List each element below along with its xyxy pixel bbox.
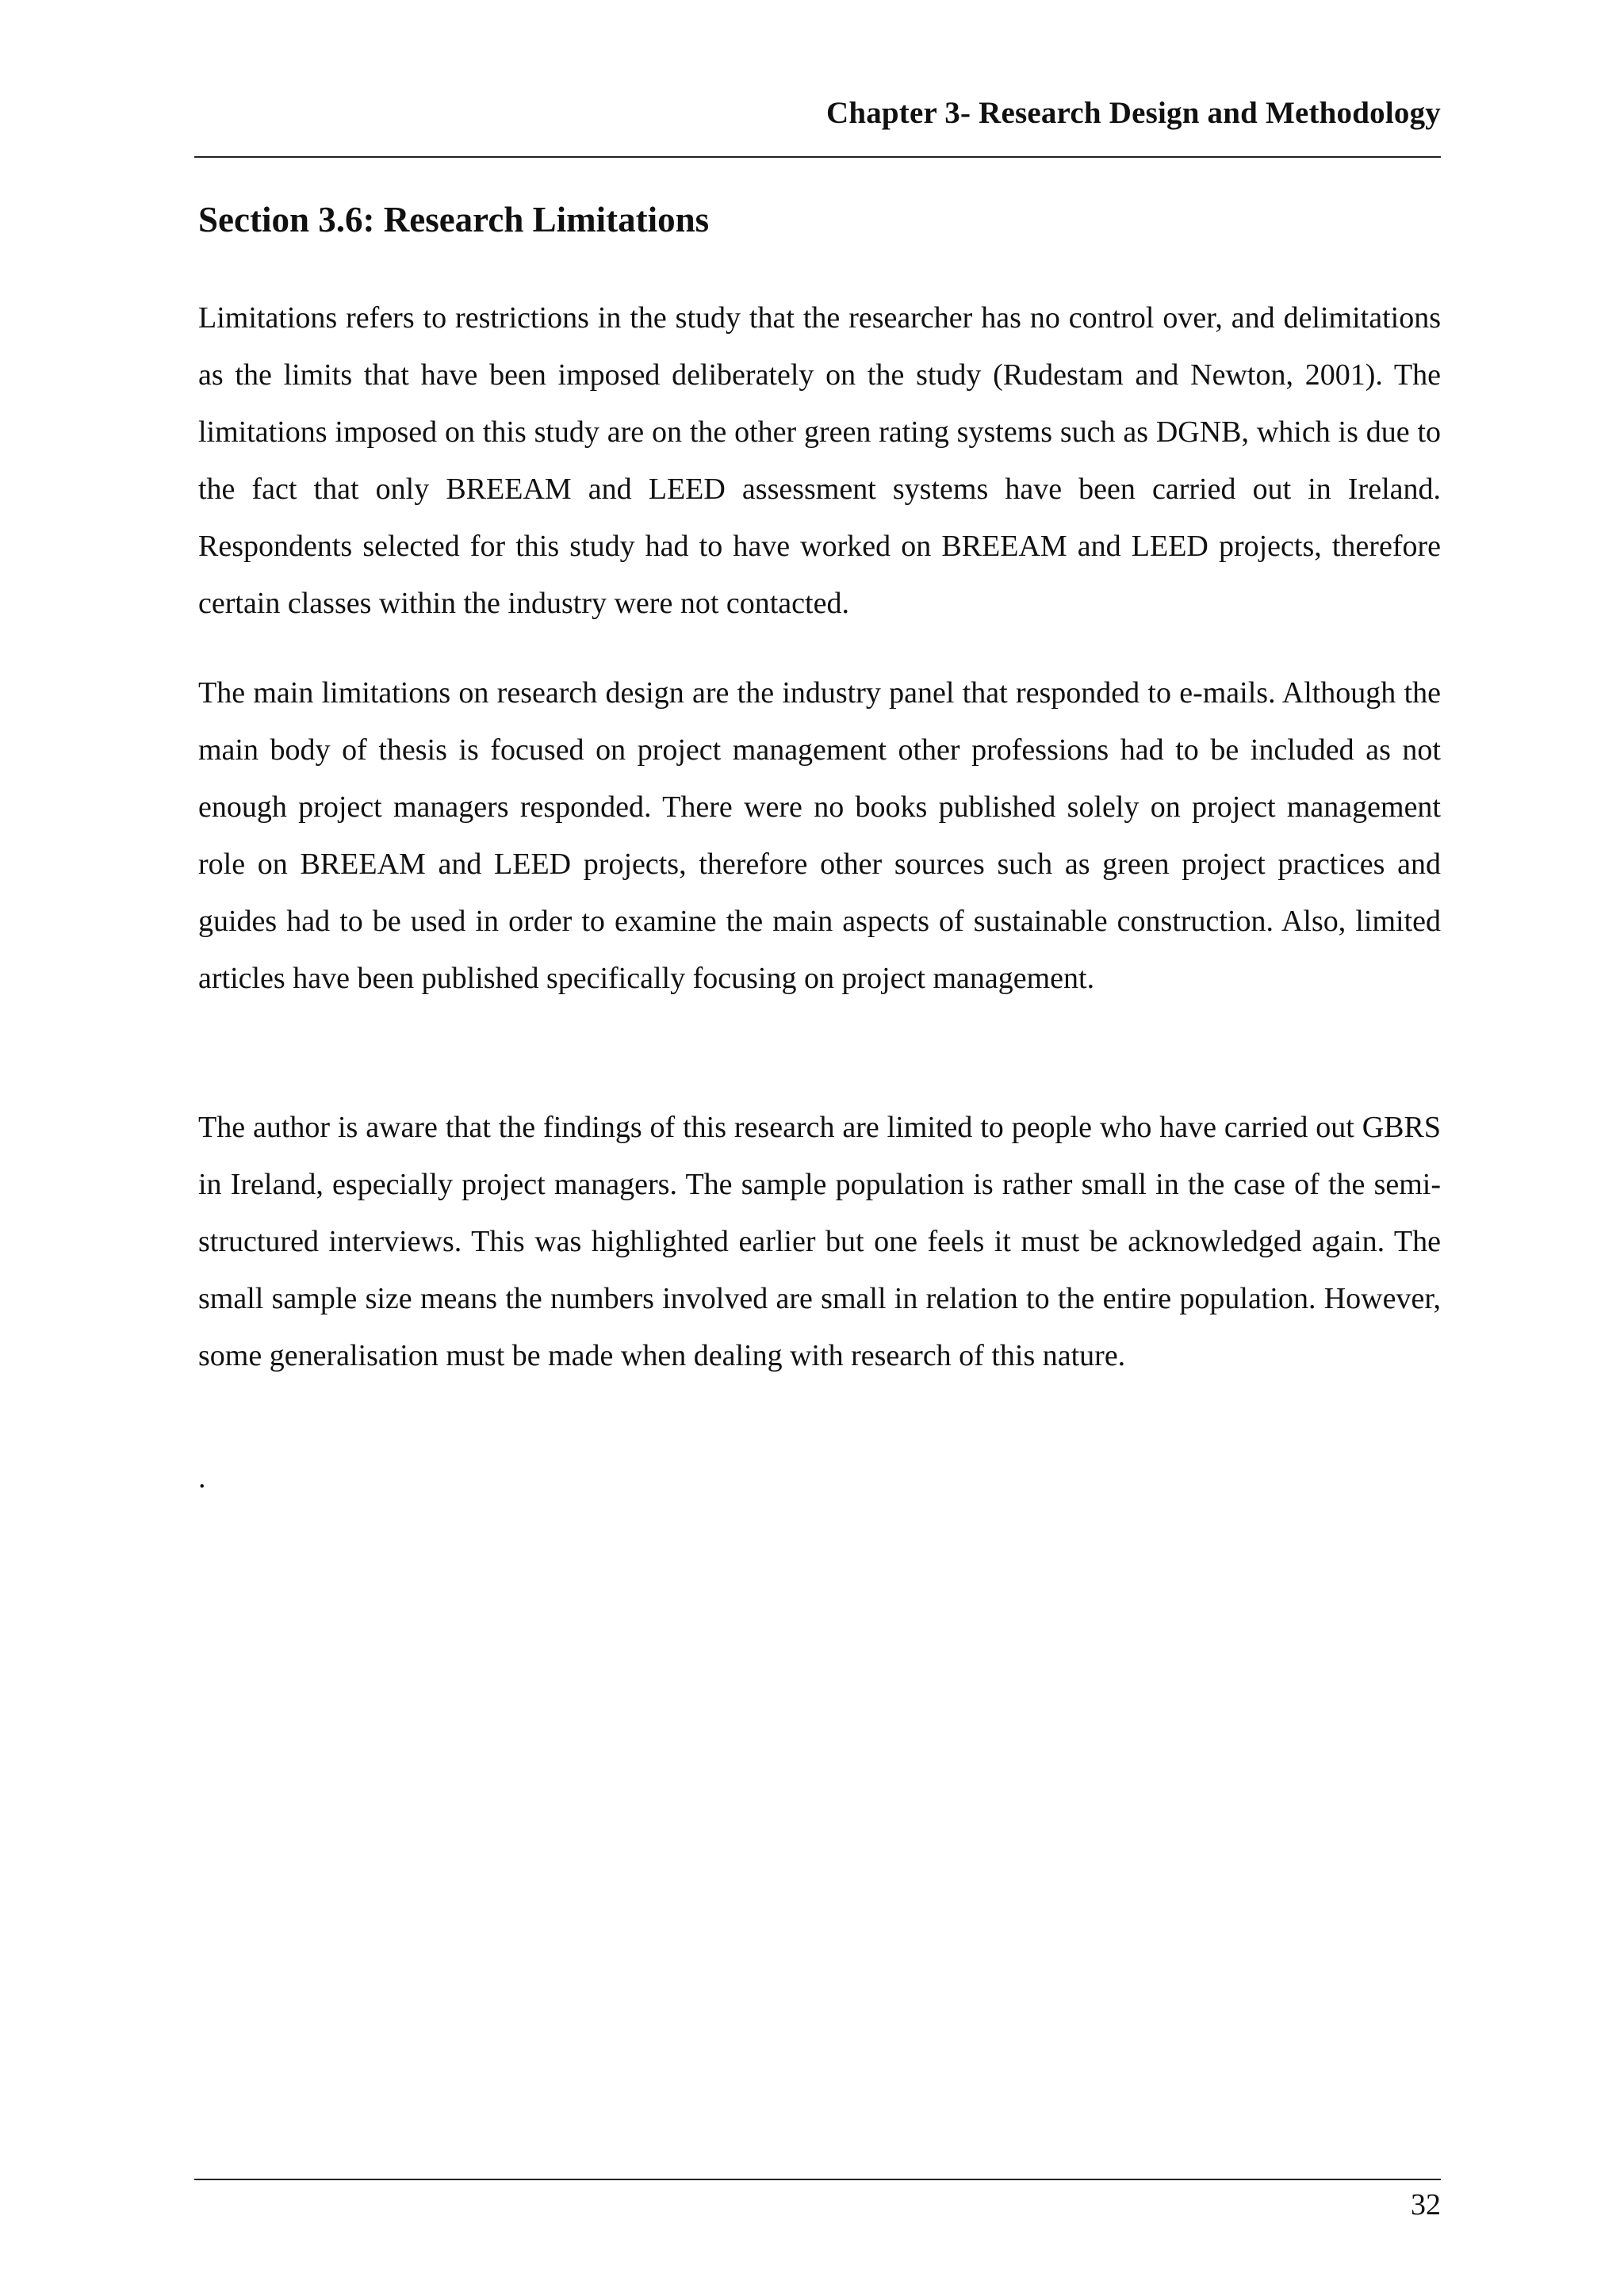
trailing-mark: .	[198, 1461, 206, 1494]
paragraph-limitations-definition: Limitations refers to restrictions in the study that the researcher has no control over, and delimitations as the limits that have been imposed deliberately on the study (Rudestam and Newton, 2001). The limitations imposed on this study are on the other green rating systems such as DGNB, which is due to the fact that only BREEAM and LEED assessment systems have been carried out in Ireland. Respondents selected for this study had to have worked on BREEAM and LEED projects, therefore certain classes within the industry were not contacted.	[198, 301, 1441, 620]
page-number: 32	[1411, 2188, 1441, 2221]
section-title: Section 3.6: Research Limitations	[198, 200, 710, 239]
header-rule	[194, 156, 1441, 158]
running-header: Chapter 3- Research Design and Methodology	[825, 96, 1441, 130]
paragraph-research-design-limitations: The main limitations on research design are the industry panel that responded to e-mails. Although the main body of thesis is focused on project management other professions had to be included as not enough project managers responded. There were no books published solely on project management role on BREEAM and LEED projects, therefore other sources such as green project practices and guides had to be used in order to examine the main aspects of sustainable construction. Also, limited articles have been published specifically focusing on project management.	[198, 676, 1441, 995]
footer-rule	[194, 2179, 1441, 2180]
paragraph-sample-limitations: The author is aware that the findings of this research are limited to people who have carried out GBRS in Ireland, especially project managers. The sample population is rather small in the case of the semi-structured interviews. This was highlighted earlier but one feels it must be acknowledged again. The small sample size means the numbers involved are small in relation to the entire population. However, some generalisation must be made when dealing with research of this nature.	[198, 1111, 1441, 1372]
